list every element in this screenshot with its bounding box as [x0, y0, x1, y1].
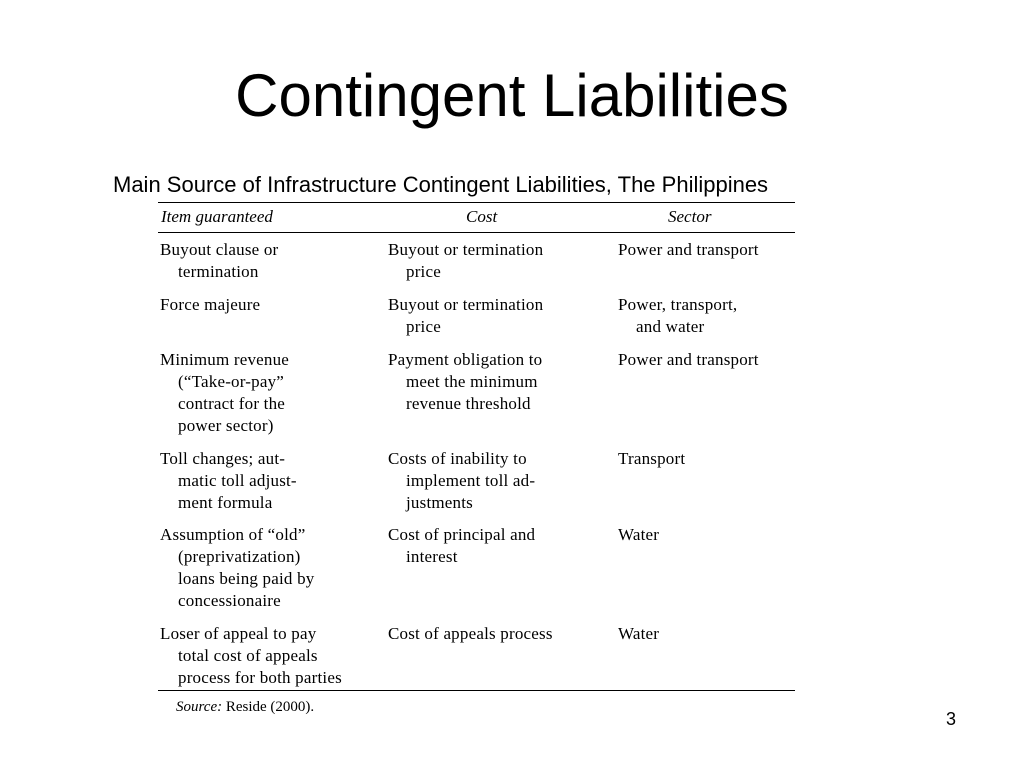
source-note — [176, 697, 314, 717]
cell-line: Buyout or termination — [388, 295, 544, 314]
cell-item-guaranteed — [160, 294, 260, 316]
table-top-rule — [158, 202, 795, 203]
cell-line: power sector) — [178, 416, 274, 435]
cell-line: Costs of inability to — [388, 449, 527, 468]
cell-line: concessionaire — [178, 591, 281, 610]
cell-line: Transport — [618, 449, 686, 468]
cell-line: Buyout or termination — [388, 240, 544, 259]
cell-line: ment formula — [178, 493, 273, 512]
cell-line: Buyout clause or — [160, 240, 279, 259]
cell-line: Cost of appeals process — [388, 624, 553, 643]
cell-line: loans being paid by — [178, 569, 315, 588]
cell-line: Assumption of “old” — [160, 525, 306, 544]
column-header-cost: Cost — [466, 207, 498, 226]
cell-line: Minimum revenue — [160, 350, 290, 369]
cell-cost — [388, 349, 542, 415]
column-header-sector: Sector — [668, 207, 712, 226]
page-number: 3 — [946, 709, 957, 729]
cell-cost — [388, 294, 543, 338]
cell-cost — [388, 623, 553, 645]
cell-line: implement toll ad- — [406, 471, 536, 490]
table-header-rule — [158, 232, 795, 233]
cell-line: price — [406, 317, 441, 336]
cell-line: Water — [618, 525, 660, 544]
cell-line: process for both parties — [178, 668, 342, 687]
cell-line: Cost of principal and — [388, 525, 536, 544]
cell-item-guaranteed — [160, 524, 314, 612]
cell-sector — [618, 524, 659, 546]
cell-line: revenue threshold — [406, 394, 531, 413]
cell-cost — [388, 524, 535, 568]
table-bottom-rule — [158, 690, 795, 691]
cell-sector — [618, 294, 737, 338]
source-label: Source: — [176, 699, 223, 715]
cell-item-guaranteed — [160, 239, 278, 283]
cell-line: (preprivatization) — [178, 547, 301, 566]
cell-item-guaranteed — [160, 349, 289, 437]
cell-line: justments — [406, 493, 473, 512]
cell-sector — [618, 239, 759, 261]
table-caption: Main Source of Infrastructure Contingent Liabilities, The Philippines — [113, 172, 769, 197]
cell-line: meet the minimum — [406, 372, 538, 391]
cell-line: Water — [618, 624, 660, 643]
cell-cost — [388, 448, 535, 514]
cell-line: Power and transport — [618, 350, 759, 369]
source-text: Reside (2000). — [225, 699, 315, 715]
cell-line: contract for the — [178, 394, 286, 413]
cell-line: and water — [636, 317, 705, 336]
cell-item-guaranteed — [160, 448, 297, 514]
cell-line: Power and transport — [618, 240, 759, 259]
cell-line: Power, transport, — [618, 295, 738, 314]
cell-line: Toll changes; aut- — [160, 449, 286, 468]
cell-line: Payment obligation to — [388, 350, 543, 369]
cell-line: interest — [406, 547, 458, 566]
cell-line: Loser of appeal to pay — [160, 624, 317, 643]
column-header-item-guaranteed: Item guaranteed — [161, 207, 273, 226]
cell-line: price — [406, 262, 441, 281]
slide-title: Contingent Liabilities — [235, 62, 789, 129]
cell-line: total cost of appeals — [178, 646, 318, 665]
cell-sector — [618, 448, 685, 470]
cell-line: (“Take-or-pay” — [178, 372, 285, 391]
cell-line: Force majeure — [160, 295, 261, 314]
cell-line: matic toll adjust- — [178, 471, 297, 490]
cell-sector — [618, 623, 659, 645]
cell-cost — [388, 239, 543, 283]
cell-sector — [618, 349, 759, 371]
cell-line: termination — [178, 262, 259, 281]
cell-item-guaranteed — [160, 623, 342, 689]
